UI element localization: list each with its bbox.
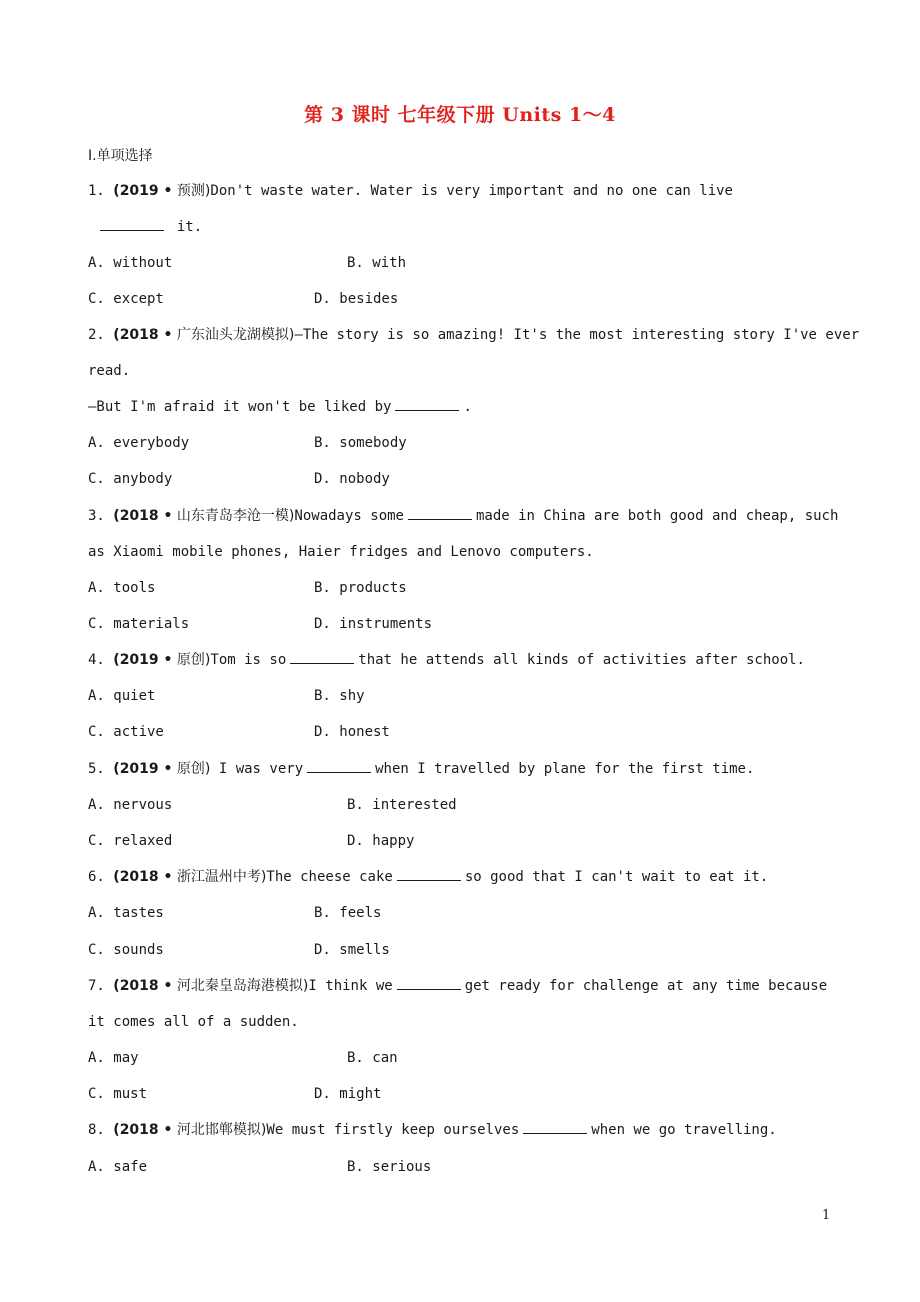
answer-blank [307, 760, 371, 773]
page-title: 第 3 课时 七年级下册 Units 1～4 [304, 104, 616, 126]
option: D. honest [314, 724, 390, 740]
option: C. materials [88, 616, 190, 632]
option: A. may [88, 1050, 139, 1066]
question-2-line2: read. [88, 363, 131, 379]
answer-blank [397, 977, 461, 990]
question-7: 7. (2018 • 河北秦皇岛海港模拟)I think we get ready for challenge at any time because [88, 978, 828, 994]
option: D. nobody [314, 471, 390, 487]
question-1: 1. (2019 • 预测)Don't waste water. Water is very important and no one can live [88, 183, 733, 199]
option: C. sounds [88, 942, 164, 958]
question-7-line2: it comes all of a sudden. [88, 1014, 299, 1030]
option: A. everybody [88, 435, 190, 451]
question-3-line2: as Xiaomi mobile phones, Haier fridges and Lenovo computers. [88, 544, 594, 560]
answer-blank [523, 1121, 587, 1134]
answer-blank [408, 507, 472, 520]
option: C. anybody [88, 471, 173, 487]
option: B. can [347, 1050, 398, 1066]
question-6: 6. (2018 • 浙江温州中考)The cheese cake so good that I can't wait to eat it. [88, 869, 769, 885]
option: A. safe [88, 1159, 148, 1175]
section-heading: Ⅰ.单项选择 [88, 148, 153, 164]
option: D. happy [347, 833, 415, 849]
option: D. instruments [314, 616, 433, 632]
question-3: 3. (2018 • 山东青岛李沧一模)Nowadays some made in China are both good and cheap, such [88, 508, 839, 524]
question-8: 8. (2018 • 河北邯郸模拟)We must firstly keep ourselves when we go travelling. [88, 1122, 777, 1138]
option: C. must [88, 1086, 148, 1102]
option: A. tastes [88, 905, 164, 921]
question-1-line2: it. [88, 218, 202, 236]
option: C. relaxed [88, 833, 173, 849]
option: A. quiet [88, 688, 156, 704]
option: B. shy [314, 688, 365, 704]
question-4: 4. (2019 • 原创)Tom is so that he attends all kinds of activities after school. [88, 652, 805, 668]
answer-blank [290, 651, 354, 664]
option: B. with [347, 255, 407, 271]
question-2: 2. (2018 • 广东汕头龙湖模拟)—The story is so amazing! It's the most interesting story I've ever [88, 327, 860, 343]
question-2-line3: —But I'm afraid it won't be liked by . [88, 399, 472, 415]
option: A. without [88, 255, 173, 271]
option: A. nervous [88, 797, 173, 813]
option: D. smells [314, 942, 390, 958]
option: A. tools [88, 580, 156, 596]
option: D. might [314, 1086, 382, 1102]
option: B. serious [347, 1159, 432, 1175]
answer-blank [395, 398, 459, 411]
answer-blank [100, 218, 164, 231]
option: B. somebody [314, 435, 407, 451]
answer-blank [397, 868, 461, 881]
option: C. active [88, 724, 164, 740]
option: B. products [314, 580, 407, 596]
option: B. feels [314, 905, 382, 921]
option: D. besides [314, 291, 399, 307]
page-number: 1 [822, 1208, 831, 1223]
option: B. interested [347, 797, 457, 813]
question-5: 5. (2019 • 原创) I was very when I travelled by plane for the first time. [88, 761, 755, 777]
option: C. except [88, 291, 164, 307]
